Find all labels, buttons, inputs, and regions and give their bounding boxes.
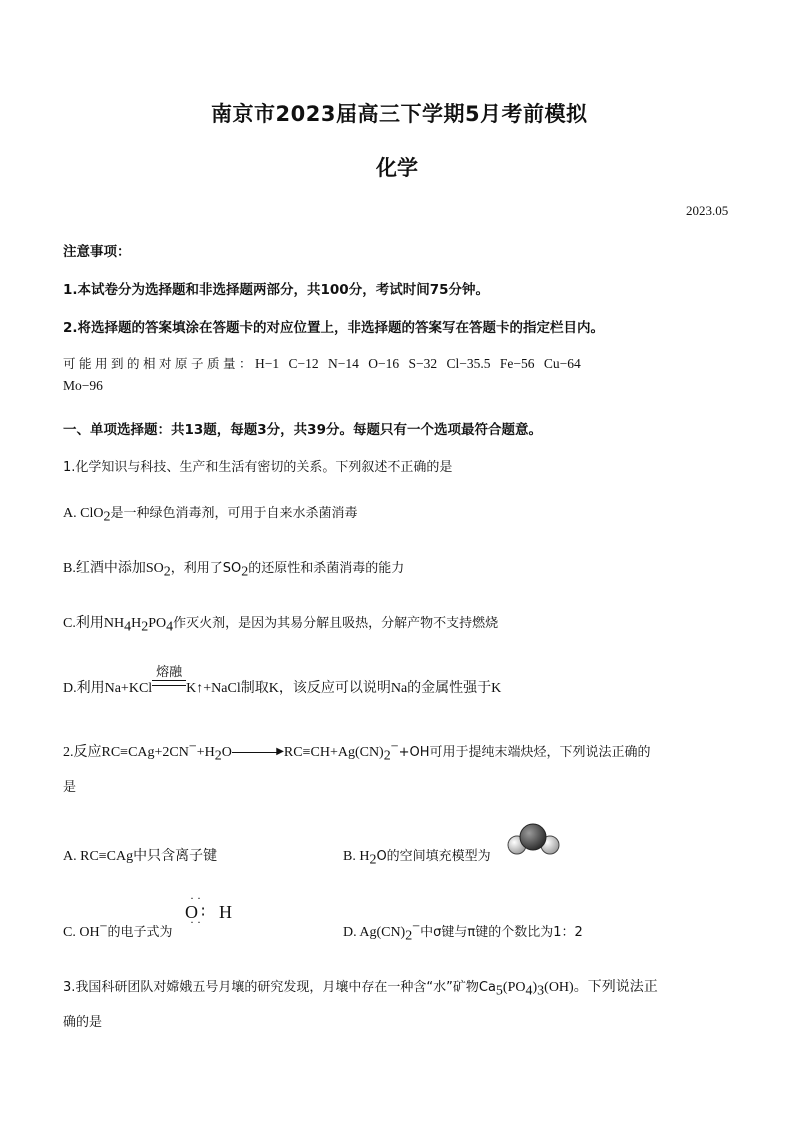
atomic-mass-line-2 <box>63 378 103 394</box>
atomic-mass-values-2: Mo−96 <box>63 378 103 393</box>
q2-option-d: D. $Ag(CN)_2^-$中σ键与π键的个数比为1：2 <box>343 919 583 944</box>
reaction-arrow: ▶ <box>232 748 284 758</box>
q3-stem-line-2: 确的是 <box>63 1015 103 1030</box>
q1-stem: 1.化学知识与科技、生产和生活有密切的关系。下列叙述不正确的是 <box>63 460 453 475</box>
subject-title: 化学 <box>376 156 418 180</box>
lewis-bond-pair: ∶ <box>201 904 206 921</box>
section-heading: 一、单项选择题：共13题，每题3分，共39分。每题只有一个选项最符合题意。 <box>63 422 542 438</box>
lone-pair-top: ·· <box>190 891 204 905</box>
exam-title: 南京市2023届高三下学期5月考前模拟 <box>211 102 588 126</box>
q1-option-a: A. ClO$_2$是一种绿色消毒剂，可用于自来水杀菌消毒 <box>63 506 358 525</box>
notice-item-2: 2.将选择题的答案填涂在答题卡的对应位置上，非选择题的答案写在答题卡的指定栏目内。 <box>63 320 605 336</box>
q2-option-c: C. OH−的电子式为 <box>63 919 173 940</box>
lewis-hydrogen: H <box>219 902 232 922</box>
atomic-mass-line <box>63 354 581 372</box>
notice-heading: 注意事项： <box>63 244 131 260</box>
q2-option-b: B. $H_2O$的空间填充模型为 <box>343 849 491 868</box>
hydroxide-lewis-structure <box>182 893 242 933</box>
oxygen-atom <box>520 824 546 850</box>
q1-option-d: D.利用Na+KCl 熔融 K↑+NaCl制取K，该反应可以说明Na的金属性强于K <box>63 665 502 696</box>
q1-option-c: C.利用$NH_4H_2PO_4$作灭火剂，是因为其易分解且吸热，分解产物不支持燃烧 <box>63 616 499 635</box>
lewis-oxygen: O <box>185 902 198 922</box>
q2-option-a: A. RC≡CAg中只含离子键 <box>63 849 218 864</box>
exam-date: 2023.05 <box>686 203 729 218</box>
q2-stem-line-2: 是 <box>63 780 77 795</box>
q2-stem: 2.反应$RC\equiv CAg+2CN^-+H_2O$ ▶ $RC\equiv CH+Ag(CN)_2^-+OH$可用于提纯末端炔烃，下列说法正确的 <box>63 739 651 764</box>
notice-item-1: 1.本试卷分为选择题和非选择题两部分，共100分，考试时间75分钟。 <box>63 282 489 298</box>
atomic-mass-values: H−1 C−12 N−14 O−16 S−32 Cl−35.5 Fe−56 Cu−64 <box>255 356 581 371</box>
water-space-filling-model <box>506 822 562 858</box>
atomic-mass-label: 可能用到的相对原子质量： <box>63 356 256 371</box>
q1-option-b: B.红酒中添加$SO_2$，利用了$SO_2$的还原性和杀菌消毒的能力 <box>63 561 405 580</box>
q3-stem: 3.我国科研团队对嫦娥五号月壤的研究发现，月壤中存在一种含“水”矿物$Ca_5(PO_4)_3(OH)$。下列说法正 <box>63 980 658 999</box>
fusion-arrow: 熔融 <box>152 678 186 692</box>
lone-pair-bottom: ·· <box>190 915 204 929</box>
